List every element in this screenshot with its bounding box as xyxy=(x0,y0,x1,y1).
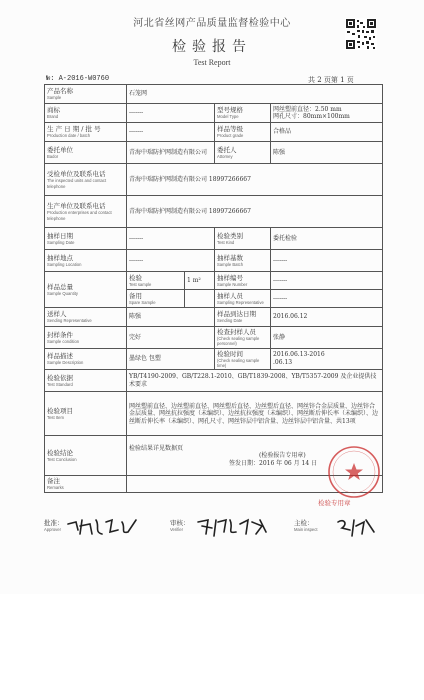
row-sample-quantity: 样品总量 Sample Quantity 检验 Test sample 1 m² 抽样编号 Sample Number ------- xyxy=(45,272,383,290)
organization-name: 河北省丝网产品质量监督检验中心 xyxy=(133,18,291,29)
row-applicant: 委托单位 Bador 青海中瑞防护网制造有限公司 委托人 Attorney 陈强 xyxy=(45,142,383,164)
stamp-label: 检验专用章 xyxy=(318,499,351,507)
row-sampling-date: 抽样日期 Sampling Date ------- 检验类别 Test Kind 委托检验 xyxy=(45,228,383,250)
inspector-signature xyxy=(334,516,378,538)
row-inspected-unit: 受检单位及联系电话 The inspected units and contact telephone 青海中瑞防护网制造有限公司 18997266667 xyxy=(45,164,383,196)
approver-signature xyxy=(66,516,140,538)
inspector-label: 主检： Main inspect xyxy=(294,519,318,532)
row-production-enterprise: 生产单位及联系电话 Production enterprises and contact telephone 青海中瑞防护网制造有限公司 18997266667 xyxy=(45,196,383,228)
verifier-label: 审核： Verifier xyxy=(170,519,190,532)
row-sampling-location: 抽样地点 Sampling Location ------- 抽样基数 Sample Batch ------- xyxy=(45,250,383,272)
model-value: 网丝塑前直径：2.50 mm 网孔尺寸：80mm×100mm xyxy=(271,104,383,123)
report-table xyxy=(44,84,383,493)
row-brand: 商标 Brand ------- 型号规格 Model Type 网丝塑前直径：2.50 mm 网孔尺寸：80mm×100mm xyxy=(45,104,383,123)
row-sample-description: 样品描述 Sample Description 墨绿色 包塑 检验时间 (Check sealing sample time) 2016.06.13-2016 .06.13 xyxy=(45,348,383,370)
row-sending: 送样人 Sending Representative 陈强 样品到达日期 Sending Date 2016.06.12 xyxy=(45,308,383,327)
qr-code-icon xyxy=(345,18,377,50)
report-title: 检验报告 xyxy=(172,39,252,55)
report-subtitle: Test Report xyxy=(193,58,231,67)
row-test-conclusion: 检验结论 Test Conclusion 检验结果详见数据页 (检验报告专用章) 签发日期：2016 年 06 月 14 日 xyxy=(45,436,383,476)
row-test-item: 检验项目 Test Item 网丝塑前直径、边丝塑前直径、网丝塑后直径、边丝塑后直径、网丝锌合金层质量、边丝锌合金层质量、网丝抗拉强度（未编织）、边丝抗拉强度（未编织）、网丝断后伸长率（未编织）、边丝断后伸长率（未编织）、网孔尺寸、网丝锌层中铝含量、边丝锌层中铝含量、共13项 xyxy=(45,392,383,436)
official-stamp xyxy=(326,444,382,500)
page-info: 共 2 页第 1 页 xyxy=(308,76,354,84)
row-sample-name: 产品名称 Sample 石笼网 xyxy=(45,85,383,104)
verifier-signature xyxy=(196,516,270,538)
row-spare-sample: 备用 Spare Sample 抽样人员 Sampling Representative ------- xyxy=(45,290,383,308)
row-remarks: 备注 Remarks xyxy=(45,476,383,492)
row-production-date: 生 产 日 期 / 批 号 Production date / batch ------- 样品等级 Product grade 合格品 xyxy=(45,123,383,142)
row-test-standard: 检验依据 Test Standard YB/T4190-2009、GB/T228.1-2010、GB/T1839-2008、YB/T5357-2009 及企业提供技术要求 xyxy=(45,370,383,392)
sample-name-value: 石笼网 xyxy=(127,85,383,104)
signature-row xyxy=(44,516,382,538)
row-sample-condition: 封样条件 Sample condition 完好 检查封样人员 (Check sealing sample personnel) 张静 xyxy=(45,327,383,349)
approver-label: 批准： Approver xyxy=(44,519,64,532)
report-number: №: A-2016-W0760 xyxy=(46,75,110,83)
